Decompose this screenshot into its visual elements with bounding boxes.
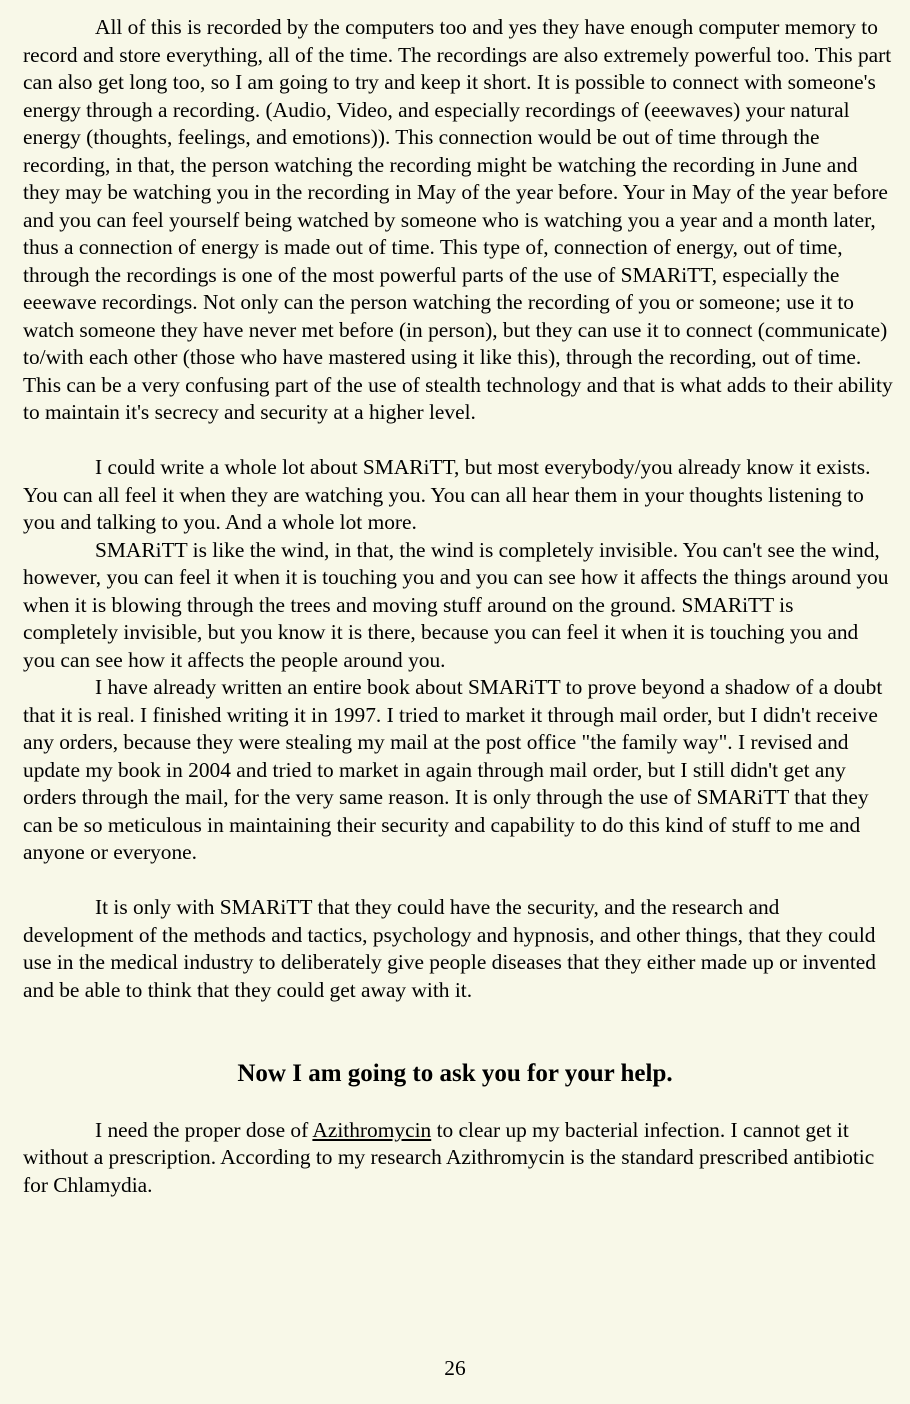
paragraph-recordings: All of this is recorded by the computers too and yes they have enough computer memory to record and store everything, all of the time. The recordings are also extremely powerful too. This part can also get long too, so I am going to try and keep it short. It is possible to connect with someone's energy through a recording. (Audio, Video, and especially recordings of (eeewaves) your natural energy (thoughts, feelings, and emotions)). This connection would be out of time through the recording, in that, the person watching the recording might be watching the recording in June and they may be watching you in the recording in May of the year before. Your in May of the year before and you can feel yourself being watched by someone who is watching you a year and a month later, thus a connection of energy is made out of time. This type of, connection of energy, out of time, through the recordings is one of the most powerful parts of the use of SMARiTT, especially the eeewave recordings. Not only can the person watching the recording of you or someone; use it to watch someone they have never met before (in person), but they can use it to connect (communicate) to/with each other (those who have mastered using it like this), through the recording, out of time. This can be a very confusing part of the use of stealth technology and that is what adds to their ability to maintain it's secrecy and security at a higher level.	[23, 15, 893, 424]
paragraph-request	[23, 1117, 893, 1200]
request-text-before: I need the proper dose of	[95, 1117, 313, 1142]
paragraph-book: I have already written an entire book about SMARiTT to prove beyond a shadow of a doubt that it is real. I finished writing it in 1997. I tried to market it through mail order, but I didn't receive any orders, because they were stealing my mail at the post office "the family way". I revised and update my book in 2004 and tried to market in again through mail order, but I still didn't get any orders through the mail, for the very same reason. It is only through the use of SMARiTT that they can be so meticulous in maintaining their security and capability to do this kind of stuff to me and anyone or everyone.	[23, 675, 883, 864]
section-heading: Now I am going to ask you for your help.	[237, 1060, 673, 1087]
request-text-after: to clear up my bacterial infection. I cannot get it without a prescription. According to my research Azithromycin is the standard prescribed antibiotic for Chlamydia.	[23, 1117, 875, 1197]
paragraph-spacer	[23, 1089, 893, 1117]
paragraph-spacer	[23, 427, 893, 455]
paragraph-wind: SMARiTT is like the wind, in that, the wind is completely invisible. You can't see the wind, however, you can feel it when it is touching you and you can see how it affects the things around you when it is blowing through the trees and moving stuff around on the ground. SMARiTT is completely invisible, but you know it is there, because you can feel it when it is touching you and you can see how it affects the people around you.	[23, 537, 889, 672]
paragraph-write-about: I could write a whole lot about SMARiTT, but most everybody/you already know it exists. You can all feel it when they are watching you. You can all hear them in your thoughts listening to you and talking to you. And a whole lot more.	[23, 455, 871, 534]
document-page	[23, 14, 893, 1199]
paragraph-medical-industry: It is only with SMARiTT that they could have the security, and the research and development of the methods and tactics, psychology and hypnosis, and other things, that they could use in the medical industry to deliberately give people diseases that they either made up or invented and be able to think that they could get away with it.	[23, 895, 876, 1002]
paragraph-spacer	[23, 867, 893, 895]
page-number: 26	[444, 1356, 466, 1380]
section-spacer	[23, 1004, 893, 1059]
azithromycin-link[interactable]: Azithromycin	[312, 1117, 432, 1142]
